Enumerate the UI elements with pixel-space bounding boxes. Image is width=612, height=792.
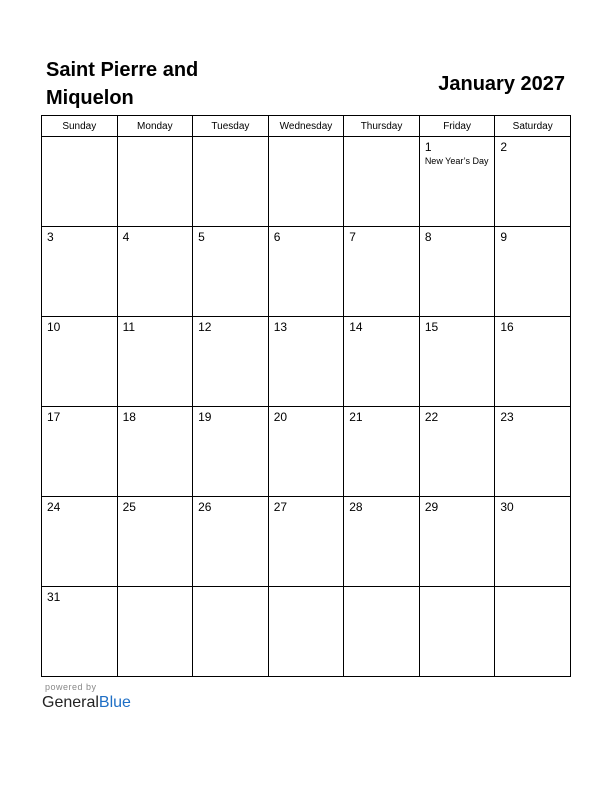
- week-row: [42, 137, 571, 227]
- day-cell: [495, 137, 571, 227]
- day-number: 25: [122, 500, 136, 514]
- day-cell: [117, 497, 193, 587]
- day-number: 12: [198, 320, 212, 334]
- day-cell: [117, 137, 193, 227]
- day-cell: [268, 407, 344, 497]
- day-number: 27: [273, 500, 288, 514]
- day-cell: [117, 407, 193, 497]
- day-number: 13: [273, 320, 288, 334]
- day-cell: [42, 407, 118, 497]
- day-cell: [268, 137, 344, 227]
- day-cell: [495, 587, 571, 677]
- weekday-tuesday: Tuesday: [193, 116, 269, 137]
- day-cell: [419, 497, 495, 587]
- country-title: Saint Pierre and Miquelon: [46, 59, 199, 109]
- day-cell: [193, 317, 269, 407]
- day-cell: [344, 137, 420, 227]
- week-row: [42, 497, 571, 587]
- day-number: 20: [273, 410, 288, 424]
- day-number: 4: [122, 230, 130, 244]
- day-cell: [268, 497, 344, 587]
- day-cell: [193, 137, 269, 227]
- day-number: 23: [500, 410, 514, 424]
- day-number: 1: [424, 140, 432, 154]
- weekday-sunday: Sunday: [42, 116, 118, 137]
- day-cell: [117, 227, 193, 317]
- day-number: 21: [349, 410, 363, 424]
- brand-blue-text: Blue: [98, 694, 131, 711]
- day-number: 18: [122, 410, 136, 424]
- day-cell: [42, 587, 118, 677]
- day-cell: [344, 407, 420, 497]
- week-row: [42, 227, 571, 317]
- day-number: 5: [198, 230, 205, 244]
- weekday-wednesday: Wednesday: [268, 116, 344, 137]
- day-cell: [268, 317, 344, 407]
- day-number: 22: [424, 410, 439, 424]
- weekday-saturday: Saturday: [495, 116, 571, 137]
- day-cell: [42, 317, 118, 407]
- day-cell: [193, 497, 269, 587]
- day-cell: [42, 497, 118, 587]
- day-cell: [495, 497, 571, 587]
- day-cell: [193, 407, 269, 497]
- day-number: 19: [198, 410, 212, 424]
- day-number: 9: [500, 230, 508, 244]
- day-number: 15: [424, 320, 439, 334]
- day-number: 24: [47, 500, 61, 514]
- day-cell: [344, 587, 420, 677]
- day-cell: [193, 227, 269, 317]
- week-row: [42, 317, 571, 407]
- day-number: 14: [349, 320, 363, 334]
- day-number: 11: [122, 320, 136, 334]
- day-cell: [344, 227, 420, 317]
- day-number: 31: [47, 590, 61, 604]
- day-cell: [268, 587, 344, 677]
- calendar-grid: [41, 115, 571, 677]
- day-number: 16: [500, 320, 514, 334]
- day-cell: [268, 227, 344, 317]
- day-number: 26: [198, 500, 212, 514]
- powered-by-text: powered by: [45, 682, 97, 692]
- day-cell: [344, 317, 420, 407]
- day-number: 8: [424, 230, 432, 244]
- weekday-header-row: [42, 116, 571, 137]
- day-cell: [419, 227, 495, 317]
- week-row: [42, 407, 571, 497]
- day-cell: [344, 497, 420, 587]
- day-cell: [193, 587, 269, 677]
- day-cell: [495, 407, 571, 497]
- day-cell: [495, 317, 571, 407]
- day-number: 2: [500, 140, 508, 154]
- day-number: 3: [47, 230, 54, 244]
- day-cell: [42, 227, 118, 317]
- month-year-title: January 2027: [438, 73, 565, 95]
- day-number: 7: [349, 230, 356, 244]
- day-cell: [117, 587, 193, 677]
- generalblue-logo: [42, 694, 131, 712]
- day-cell: [419, 587, 495, 677]
- weekday-friday: Friday: [419, 116, 495, 137]
- day-number: 17: [47, 410, 61, 424]
- day-number: 28: [349, 500, 363, 514]
- day-cell: [419, 137, 495, 227]
- holiday-label: New Year’s Day: [424, 156, 489, 166]
- day-number: 10: [47, 320, 61, 334]
- day-cell: [495, 227, 571, 317]
- day-number: 30: [500, 500, 514, 514]
- day-number: 6: [273, 230, 281, 244]
- weekday-thursday: Thursday: [344, 116, 420, 137]
- brand-general-text: General: [42, 694, 99, 711]
- weekday-monday: Monday: [117, 116, 193, 137]
- day-number: 29: [424, 500, 439, 514]
- day-cell: [419, 407, 495, 497]
- day-cell: [117, 317, 193, 407]
- day-cell: [419, 317, 495, 407]
- week-row: [42, 587, 571, 677]
- day-cell: [42, 137, 118, 227]
